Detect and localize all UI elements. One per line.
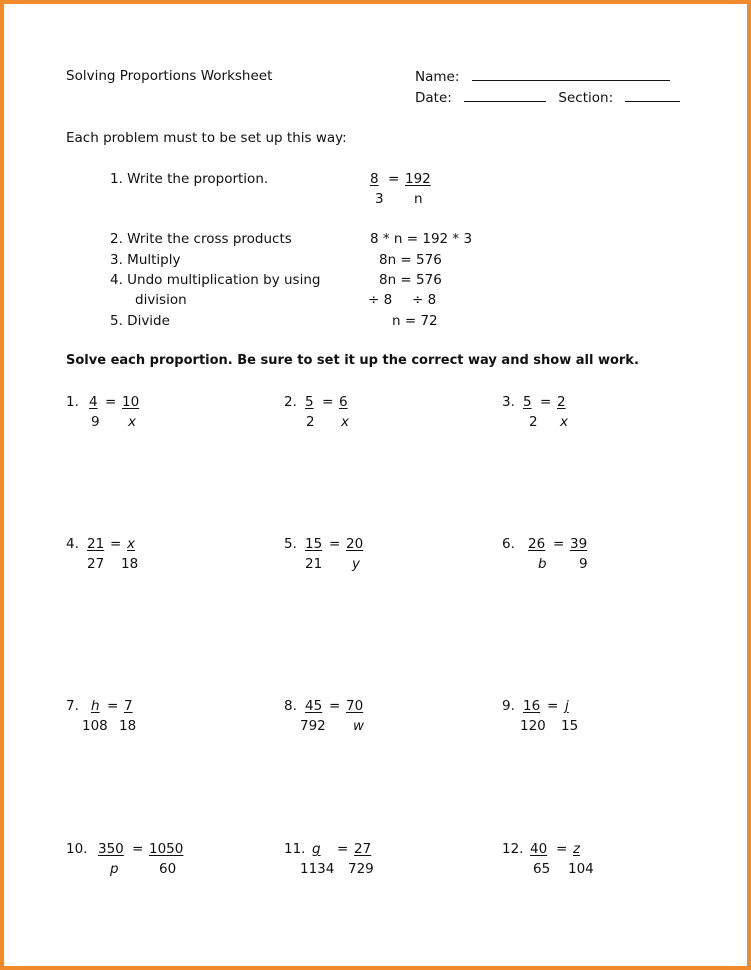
step-2: 2. Write the cross products [110, 231, 292, 247]
example-div-right: ÷ 8 [412, 292, 437, 308]
problem-4-c: 27 [87, 556, 105, 572]
problem-3-b: 2 [557, 394, 566, 410]
problem-11-equals: = [337, 841, 349, 857]
problem-2-d: x [341, 414, 349, 430]
problem-12-d: 104 [568, 861, 594, 877]
problem-10-c: p [110, 861, 119, 877]
problem-4-d: 18 [121, 556, 139, 572]
worksheet-title: Solving Proportions Worksheet [66, 68, 273, 84]
step-4-cont: division [135, 292, 187, 308]
problem-9-number: 9. [502, 698, 515, 714]
problem-5-c: 21 [305, 556, 323, 572]
example-cross: 8 * n = 192 * 3 [370, 231, 473, 247]
problem-6-b: 39 [570, 536, 588, 552]
problem-3-number: 3. [502, 394, 515, 410]
problem-9-a: 16 [523, 698, 541, 714]
section-field[interactable] [625, 89, 680, 102]
problem-6-d: 9 [579, 556, 588, 572]
problem-2-a: 5 [305, 394, 314, 410]
problem-1-c: 9 [91, 414, 100, 430]
problem-8-c: 792 [300, 718, 326, 734]
problem-5-d: y [352, 556, 360, 572]
date-field[interactable] [464, 89, 546, 102]
problem-3-a: 5 [523, 394, 532, 410]
problem-12-equals: = [556, 841, 568, 857]
name-label: Name: [415, 69, 460, 85]
example-den-left: 3 [375, 191, 384, 207]
problem-12-number: 12. [502, 841, 524, 857]
problem-9-equals: = [547, 698, 559, 714]
step-3: 3. Multiply [110, 252, 181, 268]
problem-4-equals: = [110, 536, 122, 552]
problem-12-c: 65 [533, 861, 551, 877]
example-undo: 8n = 576 [379, 272, 442, 288]
step-1: 1. Write the proportion. [110, 171, 269, 187]
problem-9-d: 15 [561, 718, 579, 734]
section-label: Section: [558, 90, 614, 106]
problem-12-a: 40 [530, 841, 548, 857]
problem-1-equals: = [105, 394, 117, 410]
example-multiply: 8n = 576 [379, 252, 442, 268]
instruction-text: Solve each proportion. Be sure to set it up the correct way and show all work. [66, 353, 639, 368]
problem-9-b: j [565, 698, 569, 714]
date-section-row [415, 89, 680, 106]
problem-2-b: 6 [339, 394, 348, 410]
problem-7-c: 108 [82, 718, 108, 734]
problem-1-d: x [128, 414, 136, 430]
name-row [415, 68, 670, 85]
problem-8-d: w [353, 718, 365, 734]
problem-4-number: 4. [66, 536, 79, 552]
problem-2-equals: = [322, 394, 334, 410]
problem-7-a: h [91, 698, 100, 714]
problem-2-c: 2 [306, 414, 315, 430]
problem-5-equals: = [329, 536, 341, 552]
problem-3-d: x [560, 414, 568, 430]
example-den-right: n [414, 191, 423, 207]
problem-8-number: 8. [284, 698, 297, 714]
problem-10-equals: = [132, 841, 144, 857]
example-div-left: ÷ 8 [368, 292, 393, 308]
problem-8-b: 70 [346, 698, 364, 714]
problem-10-number: 10. [66, 841, 88, 857]
intro-text: Each problem must to be set up this way: [66, 130, 347, 146]
problem-3-c: 2 [529, 414, 538, 430]
problem-10-b: 1050 [149, 841, 184, 857]
problem-7-d: 18 [119, 718, 137, 734]
problem-11-a: g [312, 841, 321, 857]
problem-10-a: 350 [98, 841, 124, 857]
problem-1-b: 10 [122, 394, 140, 410]
problem-3-equals: = [540, 394, 552, 410]
example-result: n = 72 [392, 313, 438, 329]
problem-4-a: 21 [87, 536, 105, 552]
problem-2-number: 2. [284, 394, 297, 410]
problem-5-a: 15 [305, 536, 323, 552]
problem-9-c: 120 [520, 718, 546, 734]
problem-7-number: 7. [66, 698, 79, 714]
problem-6-equals: = [553, 536, 565, 552]
problem-4-b: x [127, 536, 135, 552]
problem-11-d: 729 [348, 861, 374, 877]
problem-7-b: 7 [124, 698, 133, 714]
problem-1-a: 4 [89, 394, 98, 410]
step-5: 5. Divide [110, 313, 170, 329]
name-field[interactable] [472, 68, 670, 81]
problem-10-d: 60 [159, 861, 177, 877]
problem-11-number: 11. [284, 841, 306, 857]
date-label: Date: [415, 90, 452, 106]
problem-8-equals: = [329, 698, 341, 714]
step-4: 4. Undo multiplication by using [110, 272, 321, 288]
problem-12-b: z [573, 841, 581, 857]
problem-1-number: 1. [66, 394, 79, 410]
example-num-right: 192 [405, 171, 431, 187]
problem-6-c: b [538, 556, 547, 572]
problem-8-a: 45 [305, 698, 323, 714]
problem-6-a: 26 [528, 536, 546, 552]
problem-11-b: 27 [354, 841, 372, 857]
problem-6-number: 6. [502, 536, 515, 552]
problem-7-equals: = [107, 698, 119, 714]
problem-11-c: 1134 [300, 861, 335, 877]
example-equals: = [388, 171, 400, 187]
example-num-left: 8 [370, 171, 379, 187]
problem-5-number: 5. [284, 536, 297, 552]
problem-5-b: 20 [346, 536, 364, 552]
